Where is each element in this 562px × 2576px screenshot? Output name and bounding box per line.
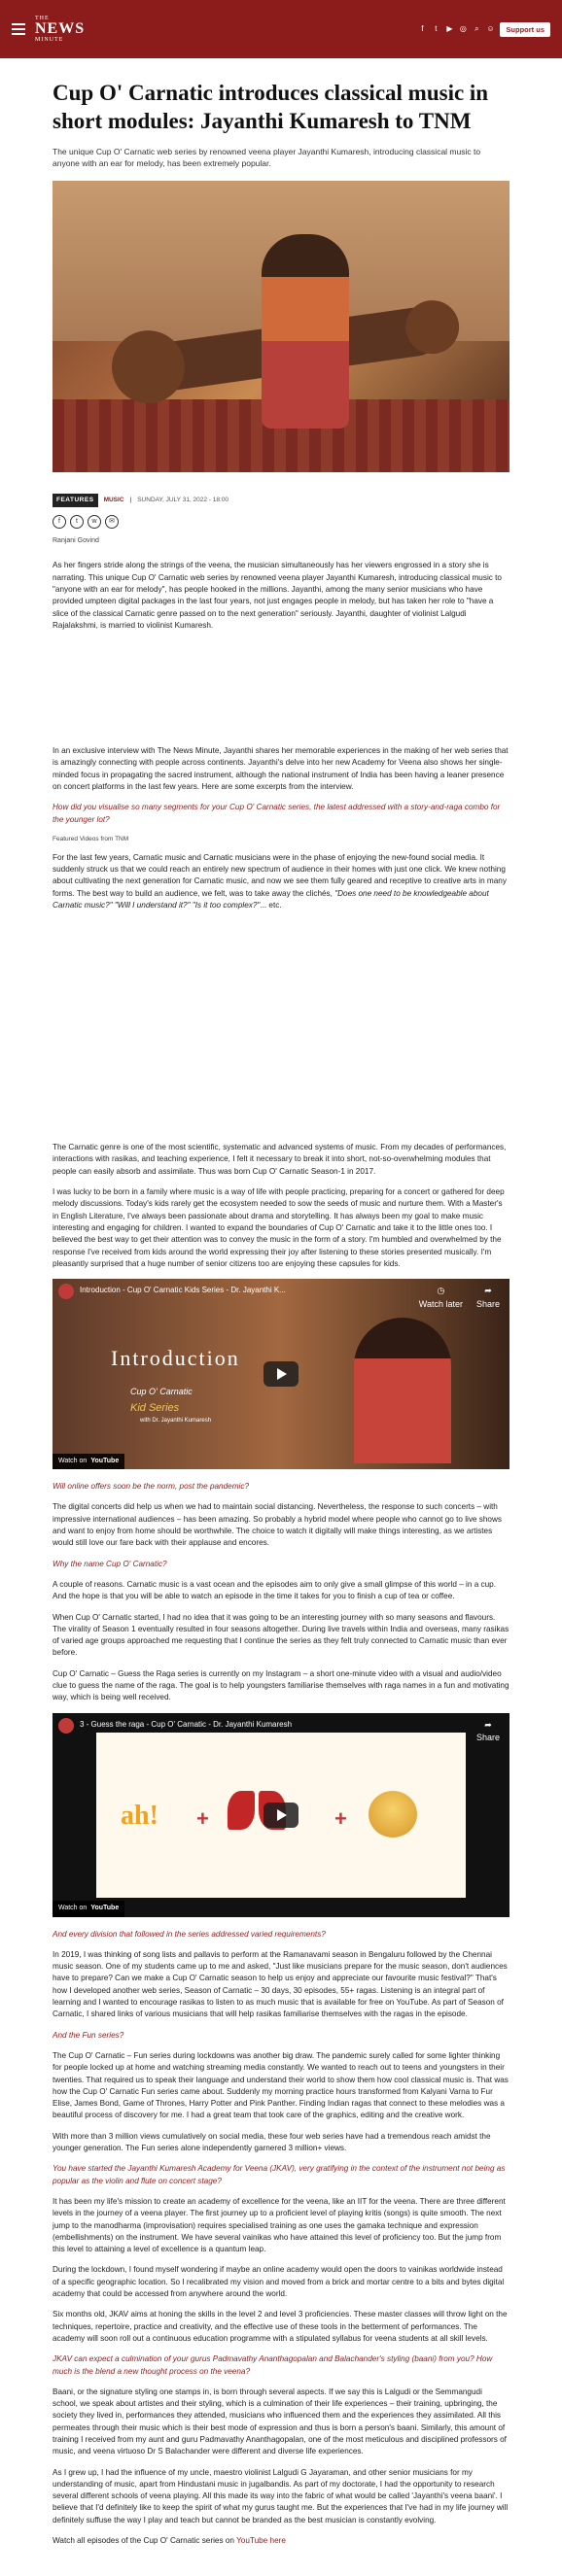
share-arrow-icon: ➦ [484, 1286, 492, 1296]
channel-avatar[interactable] [58, 1718, 74, 1734]
facebook-share-icon[interactable]: f [53, 515, 66, 529]
channel-avatar[interactable] [58, 1284, 74, 1299]
video-with-text: with Dr. Jayanthi Kumaresh [140, 1418, 212, 1425]
article-title: Cup O' Carnatic introduces classical music in short modules: Jayanthi Kumaresh to TNM [53, 81, 489, 133]
article-meta [53, 494, 509, 507]
watch-on-label: Watch on [58, 1457, 88, 1464]
ad-spacer [53, 920, 509, 1142]
share-label: Share [475, 1298, 500, 1309]
site-logo[interactable] [35, 16, 85, 43]
share-buttons [53, 515, 509, 529]
paragraph: Baani, or the signature styling one stamps in, is born through several aspects. If we say this is Lalgudi or the Semmangudi school, we speak about artistes and their styling, which is a culmination of their life experiences – their training, upbringing, the society they lived in, performances they attended, musicians who influenced them and the experiences they assimilated. All this permeates through their music which is their best mode of expression and thus is born a person's baani. Similarly, this amount of training I received from my aunt and guru Padmavathy Ananthagopalan, one of the most meticulous and disciplined professors of music, and veena virtuoso Dr S Balachander were different and diverse life experiences. [53, 2387, 507, 2456]
header-left [12, 16, 85, 43]
play-icon[interactable] [263, 1361, 299, 1387]
paragraph: It has been my life's mission to create an academy of excellence for the veena, like an IIT for the veena. There are three different levels in the journey of a veena player. The first journey up to a proficient level of playing kritis (songs) is quite smooth. The next jump to the manodharma (improvisation) requires specialised training as one uses the gamaka technique and expression (embellishments) on the instrument. We have several vainikas who have attained this level of proficiency too. But the jump from this level to attaining a level of excellence is a quantum leap. [53, 2196, 506, 2254]
video-brand-text: Cup O' Carnatic [130, 1387, 193, 1397]
interview-question: Will online offers soon be the norm, post the pandemic? [53, 1482, 249, 1492]
facebook-icon[interactable]: f [421, 24, 424, 33]
paragraph: The Carnatic genre is one of the most scientific, systematic and advanced systems of music. From my decades of performances, interactions with rasikas, and teaching experience, I felt it necessary to break it into short, not-so-overwhelming modules that people can easily absorb and assimilate. Thus was born Cup O' Carnatic Season-1 in 2017. [53, 1143, 507, 1176]
paragraph: In 2019, I was thinking of song lists and pallavis to perform at the Ramanavami season in Bengaluru followed by the Chennai music season. One of my students came up to me and asked, "Just like musicians prepare for the music season, don't audiences have to prepare? Can we make a Cup O' Carnatic season to help us enjoy and appreciate our favourite music festival?" That's how I developed another web series, Season of Carnatic – 30 days, 30 episodes, 55+ ragas. Listening is an integral part of learning and I wanted to encourage rasikas to listen to as much music that is available for free on YouTube. As part of Season of Carnatic, I shared links of various musicians that will help rasikas familiarise themselves with the ragas in the episode. [53, 1949, 508, 2019]
watch-on-youtube-button[interactable] [53, 1454, 124, 1470]
youtube-video-embed[interactable] [53, 1713, 509, 1917]
paragraph: A couple of reasons. Carnatic music is a vast ocean and the episodes aim to only give a small glimpse of this world – in a cup. And the hope is that you will be able to watch an episode in the time it takes for you to finish a cup of tea or coffee. [53, 1579, 497, 1601]
share-button[interactable] [476, 1285, 500, 1311]
youtube-icon[interactable]: ▶ [446, 24, 453, 33]
paragraph [53, 852, 509, 911]
twitter-share-icon[interactable]: t [70, 515, 84, 529]
pot-icon [369, 1791, 417, 1838]
video-series-text: Kid Series [130, 1402, 180, 1415]
youtube-footer-line [53, 2535, 509, 2547]
watch-later-label: Watch later [418, 1298, 463, 1309]
footer-text: Watch all episodes of the Cup O' Carnatic series on [53, 2536, 237, 2546]
paragraph: In an exclusive interview with The News Minute, Jayanthi shares her memorable experiences in the making of her web series that is amazingly connecting with people across continents. Jayanthi's delve into her new Academy for Veena also shows her single-minded focus in propagating the sacred instrument, although the national instrument of India has been having a leaner presence on concert platforms in the last few years. Here are some excerpts from the interview. [53, 746, 509, 792]
twitter-icon[interactable]: t [435, 24, 438, 33]
paragraph-text: For the last few years, Carnatic music and Carnatic musicians were in the phase of enjoying the new-found social media. It suddenly struck us that we could reach an entirely new spectrum of audience in their homes with just one click. We knew nothing about cultivating the next generation for Carnatic music, and now we see them fully geared and receptive to creative arts in many forms. The best way to build an audience, we felt, was to take away the clichés, [53, 852, 507, 898]
paragraph: When Cup O' Carnatic started, I had no idea that it was going to be an interesting journey with so many seasons and flavours. The virality of Season 1 eventually resulted in four seasons altogether. During live travels within India and overseas, many rasikas of varied age groups approached me requesting that I continue the series as they felt truly connected to Carnatic music than ever before. [53, 1612, 509, 1658]
video-title[interactable]: 3 - Guess the raga - Cup O' Carnatic - Dr. Jayanthi Kumaresh [80, 1719, 293, 1729]
video-intro-text: Introduction [111, 1346, 240, 1371]
ad-spacer [53, 640, 509, 745]
watch-later-button[interactable] [419, 1285, 463, 1311]
video-thumbnail-figure [354, 1318, 451, 1463]
paragraph: Six months old, JKAV aims at honing the skills in the level 2 and level 3 proficiencies. These master classes will throw light on the techniques, repertoire, practice and creativity, and the effective use of these tools in the betterment of performances. The academy will soon roll out a continuous education programme with a stipulated syllabus for veena students at all skill levels. [53, 2310, 508, 2343]
paragraph: With more than 3 million views cumulatively on social media, these four web series have had a tremendous reach amidst the younger generation. The Fun series alone independently garnered 3 million+ views. [53, 2131, 491, 2153]
clock-icon: ◷ [437, 1286, 445, 1296]
youtube-logo-text: YouTube [90, 1905, 120, 1912]
paragraph-emphasis: "Does one need to be knowledgeable about Carnatic music?" "Will I understand it?" "Is it too complex?" [53, 888, 489, 910]
email-share-icon[interactable]: ✉ [105, 515, 119, 529]
share-button[interactable] [476, 1719, 500, 1745]
logo-big-text: NEWS [35, 20, 86, 37]
category-tag[interactable]: MUSIC [103, 497, 124, 504]
article-subhead: The unique Cup O' Carnatic web series by renowned veena player Jayanthi Kumaresh, introducing classical music to anyone with an ear for melody, has been extremely popular. [53, 146, 481, 168]
support-us-button[interactable]: Support us [500, 22, 550, 37]
instagram-icon[interactable]: ◎ [459, 24, 467, 33]
publish-date: SUNDAY, JULY 31, 2022 - 18:00 [137, 497, 229, 504]
watch-on-label: Watch on [58, 1905, 88, 1912]
interview-question: Why the name Cup O' Carnatic? [53, 1559, 167, 1568]
paragraph: The Cup O' Carnatic – Fun series during lockdowns was another big draw. The pandemic surely called for some lighter thinking for people locked up at home and watching streaming media constantly. We wanted to reach out to teens and youngsters in their twenties. That required us to speak their language and understand their world to show them how cool classical music is. That was how the Cup O' Carnatic Fun series came about. Suddenly my morning practice hours transformed from Kalyani Varna to Fur Elise, James Bond, Game of Thrones, Harry Potter and Pink Panther. Finding Indian ragas that connect to these melodies was a beautiful process of discovery for me. I had a great team that took care of the graphics, editing and the creative work. [53, 2050, 509, 2120]
paragraph: Cup O' Carnatic – Guess the Raga series is currently on my Instagram – a short one-minute video with a visual and audio/video clue to guess the name of the raga. The goal is to help youngsters familiarise themselves with raga names in a fun and motivating way, which is being well received. [53, 1668, 509, 1702]
plus-icon: + [334, 1805, 347, 1831]
interview-question: And every division that followed in the series addressed varied requirements? [53, 1929, 326, 1939]
interview-question: You have started the Jayanthi Kumaresh Academy for Veena (JKAV), very gratifying in the context of the instrument not being as popular as the violin and flute on concert stage? [53, 2164, 506, 2185]
author-name[interactable]: Ranjani Govind [53, 536, 99, 544]
play-icon[interactable] [263, 1803, 299, 1828]
paragraph: As I grew up, I had the influence of my uncle, maestro violinist Lalgudi G Jayaraman, and other senior musicians for my understanding of music, apart from Hindustani music in jugalbandis. As part of my doctorate, I had the opportunity to research several different schools of veena playing. All this made its way into the fabric of what would be called 'Jayanthi's veena baani'. I believe that I'd definitely like to keep the spirit of what my gurus taught me. But the experiences that I've had in my life journey will definitely suffuse the way I play and teach but cannot be branded as the best musician is constantly evolving. [53, 2467, 509, 2524]
video-title[interactable]: Introduction - Cup O' Carnatic Kids Series - Dr. Jayanthi K... [80, 1286, 286, 1295]
paragraph-text: ... etc. [260, 900, 282, 910]
paragraph: The digital concerts did help us when we had to maintain social distancing. Nevertheless, the response to such concerts – with impressive international audiences – has been amazing. So probably a hybrid model where people who cannot go to live shows and want to enjoy from home should be worthwhile. The choice to watch it digitally will make things interesting, as we artistes would still love our fare back with their applause and encores. [53, 1502, 502, 1548]
musician-figure [262, 234, 349, 429]
video-controls [419, 1285, 500, 1311]
youtube-link[interactable]: YouTube here [236, 2536, 286, 2546]
video-controls [476, 1719, 500, 1745]
watch-on-youtube-button[interactable] [53, 1901, 124, 1917]
logo-sub-text: MINUTE [35, 37, 64, 43]
youtube-logo-text: YouTube [90, 1457, 120, 1464]
article-body [53, 58, 509, 2547]
video-ah-text: ah! [121, 1800, 158, 1831]
top-navigation-bar [0, 0, 562, 58]
paragraph: As her fingers stride along the strings of the veena, the musician simultaneously has her viewers engrossed in a story she is narrating. This unique Cup O' Carnatic web series by renowned veena player Jayanthi Kumaresh, introducing classical music to "anyone with an ear for melody", has people hooked in the millions. Jayanthi, among the many senior musicians who have provided umpteen digital packages in the last four years, not just engages people in melody, but has taken her role to "have a slice of the classical Carnatic genre passed on to the next generation" seriously. Jayanthi, daughter of violinist Lalgudi Rajalakshmi, is married to violinist Kumaresh. [53, 561, 502, 630]
hero-image [53, 181, 509, 472]
logo-small-text: THE [35, 16, 50, 21]
interview-question: How did you visualise so many segments for your Cup O' Carnatic series, the latest addressed with a story-and-raga combo for the younger lot? [53, 803, 501, 824]
featured-videos-caption: Featured Videos from TNM [53, 835, 129, 842]
header-right [418, 22, 550, 37]
whatsapp-share-icon[interactable]: w [88, 515, 101, 529]
menu-icon[interactable] [12, 23, 25, 35]
share-arrow-icon: ➦ [484, 1719, 492, 1730]
paragraph: During the lockdown, I found myself wondering if maybe an online academy would open the doors to vainikas worldwide instead of a specific geographic location. So I recalibrated my vision and moved from a brick and mortar centre to a bits and bytes digital academy that could be accessed from anywhere around the world. [53, 2265, 505, 2299]
plus-icon: + [196, 1805, 209, 1831]
paragraph: I was lucky to be born in a family where music is a way of life with people practicing, preparing for a concert or gathered for deep melody discussions. Today's kids rarely get the ecosystem needed to sow the seeds of music and nurture them. With a Master's in English Literature, I've always been passionate about drama and storytelling. It has always been my goal to make music interesting and engaging for children. I wanted to expand the boundaries of Cup O' Carnatic and take it to the little ones too. I believed the best way to get their attention was to convey the music in the form of a story. I'm humbled and overwhelmed by the response I've received from kids around the world expressing their joy after listening to these stories presented musically. I'm pleasantly surprised that a huge number of senior citizens too are enjoying these capsules for kids. [53, 1187, 505, 1268]
youtube-video-embed[interactable] [53, 1279, 509, 1469]
search-icon[interactable]: ⌕ [474, 24, 479, 33]
interview-question: JKAV can expect a culmination of your gurus Padmavathy Ananthagopalan and Balachander's styling (baani) from you? How much is the blend a new thought process on the veena? [53, 2354, 493, 2376]
user-icon[interactable]: ☺ [486, 24, 495, 33]
share-label: Share [475, 1733, 500, 1743]
features-tag[interactable]: FEATURES [53, 494, 98, 507]
meta-separator: | [129, 497, 132, 504]
interview-question: And the Fun series? [53, 2030, 124, 2040]
